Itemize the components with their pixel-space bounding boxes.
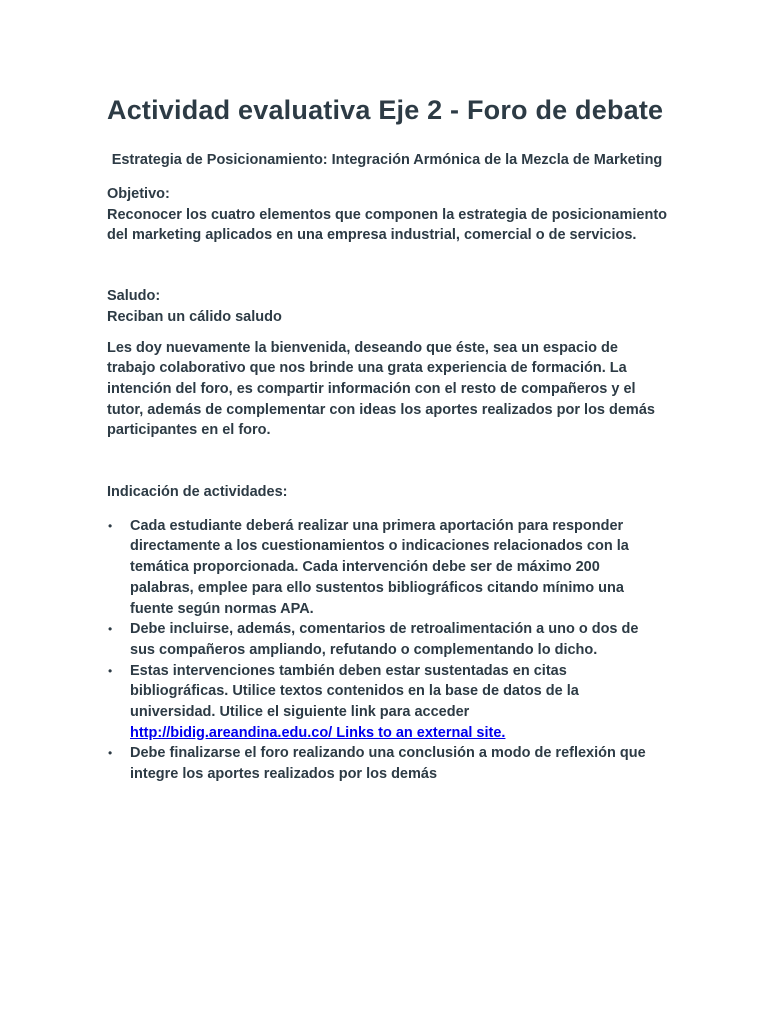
list-item (130, 516, 667, 620)
list-item (130, 743, 667, 784)
document-page (107, 92, 667, 785)
objective-label: Objetivo: (107, 186, 170, 202)
intro-paragraph: Les doy nuevamente la bienvenida, deseando que éste, sea un espacio de trabajo colaborativo que nos brinde una grata experiencia de formación. La intención del foro, es compartir información con el resto de compañeros y el tutor, además de complementar con ideas los aportes realizados por los demás participantes en el foro. (107, 339, 655, 439)
activities-list (107, 516, 667, 785)
list-item-text: Debe incluirse, además, comentarios de retroalimentación a uno o dos de sus compañeros ampliando, refutando o complementando lo dicho. (130, 621, 639, 658)
objective-text: Reconocer los cuatro elementos que componen la estrategia de posicionamiento del marketing aplicados en una empresa industrial, comercial o de servicios. (107, 206, 667, 244)
greeting-text: Reciban un cálido saludo (107, 308, 282, 325)
list-item-text: Cada estudiante deberá realizar una primera aportación para responder directamente a los cuestionamientos o indicaciones relacionados con la temática proporcionada. Cada intervención debe ser de máximo 200 palabras, emplee para ello sustentos bibliográficos citando mínimo una fuente según normas APA. (130, 517, 629, 617)
objective-section (107, 184, 667, 246)
list-item (130, 661, 667, 744)
list-item (130, 619, 667, 660)
database-link[interactable]: http://bidig.areandina.edu.co/ Links to an external site. (130, 724, 506, 741)
page-title: Actividad evaluativa Eje 2 - Foro de debate (107, 95, 664, 125)
list-item-text: Estas intervenciones también deben estar sustentadas en citas bibliográficas. Utilice textos contenidos en la base de datos de la universidad. Utilice el siguiente link para acceder (130, 662, 579, 721)
list-item-text: Debe finalizarse el foro realizando una conclusión a modo de reflexión que integre los aportes realizados por los demás (130, 745, 646, 783)
greeting-label: Saludo: (107, 288, 161, 305)
page-subtitle: Estrategia de Posicionamiento: Integración Armónica de la Mezcla de Marketing (111, 152, 663, 168)
greeting-section (107, 286, 667, 327)
activities-heading: Indicación de actividades: (107, 484, 288, 501)
